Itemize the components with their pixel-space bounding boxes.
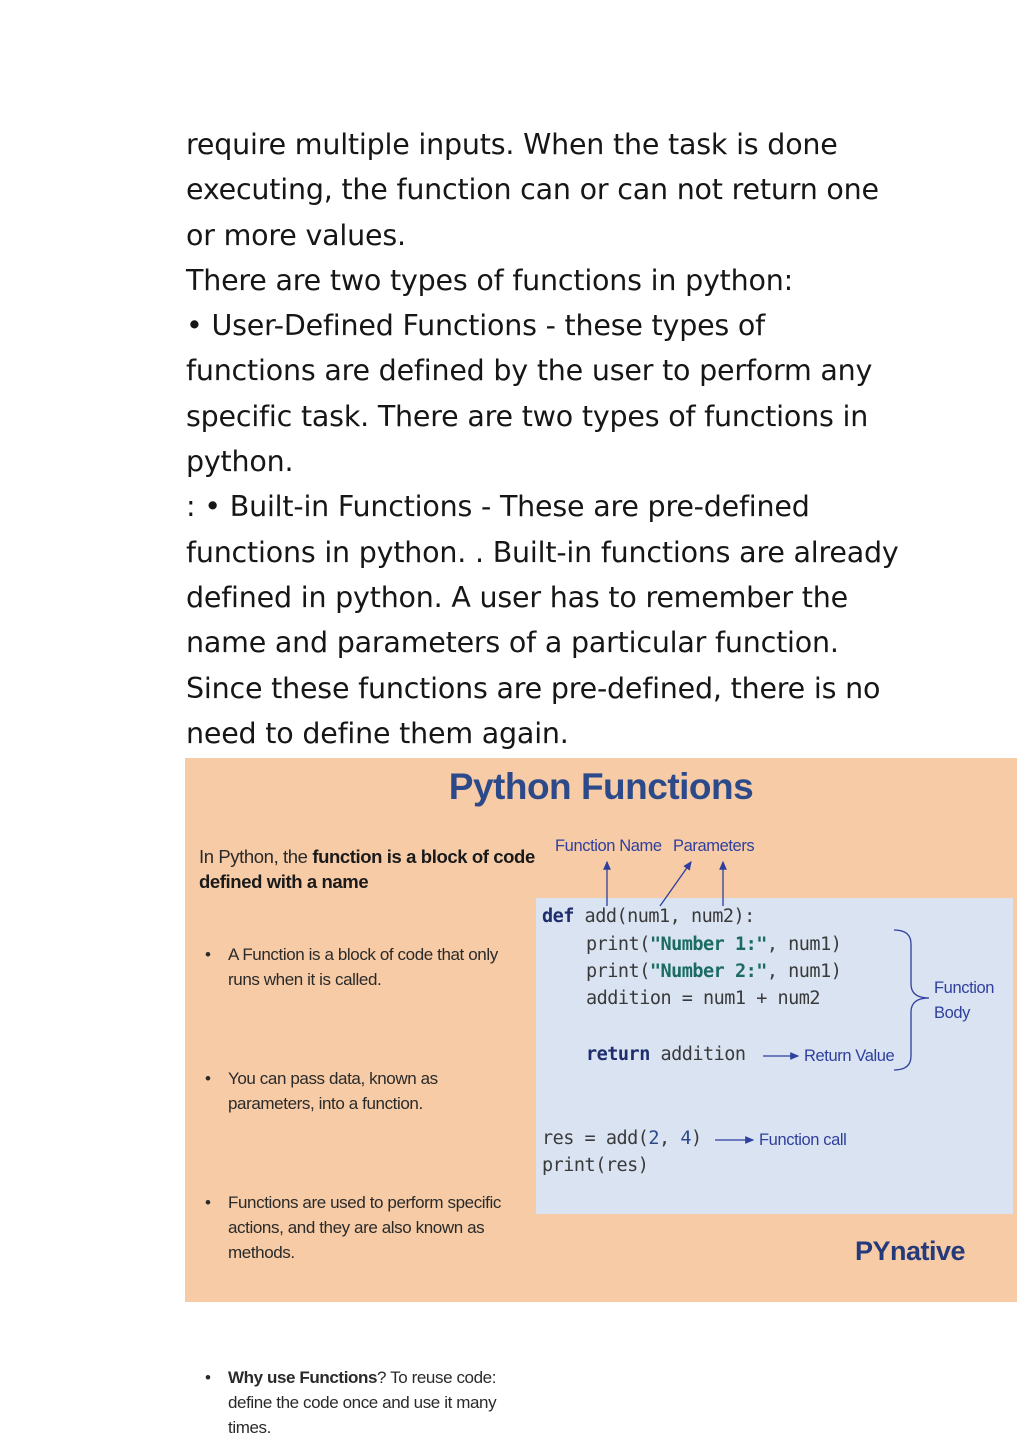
bullet-bold-text: Why use Functions [228,1368,378,1387]
intro-text: In Python, the [199,846,313,867]
bullet-icon: • [205,945,211,964]
label-parameters: Parameters [673,837,755,855]
code-text: , [659,1128,681,1149]
code-text: print [586,961,640,982]
paragraph-line: executing, the function can or can not return one [186,173,879,207]
bullet-text: Functions are used to perform specific actions, and they are also known as methods. [228,1193,501,1262]
code-line-print1: print("Number 1:", num1) [586,934,842,955]
code-text: res = add( [542,1128,649,1149]
code-text: add(num1, num2): [573,906,755,927]
intro-bold-text: function is a block of code defined with a name [199,846,535,892]
list-item [203,1365,503,1440]
code-text: addition [649,1044,746,1065]
label-function-name: Function Name [555,837,662,855]
arrow-param1-icon [660,862,691,906]
python-functions-figure [185,758,1017,1437]
figure-title: Python Functions [448,766,754,807]
paragraph-line: or more values. [186,218,406,252]
code-string: "Number 1:" [649,934,767,955]
paragraph-line: require multiple inputs. When the task is done [186,128,838,161]
code-line-print-res: print(res) [542,1155,649,1176]
paragraph-line: • User-Defined Functions - these types of [186,309,766,343]
code-line-addition: addition = num1 + num2 [586,988,821,1009]
keyword-def: def [542,906,574,927]
code-text: print [586,934,640,955]
bullet-icon: • [205,1368,211,1387]
paragraph-line: need to define them again. [186,716,569,750]
bullet-text: You can pass data, known as parameters, into a function. [228,1069,438,1113]
code-number: 2 [648,1128,660,1149]
paragraph-line: Since these functions are pre-defined, there is no [186,671,881,705]
code-number: 4 [680,1128,691,1149]
paragraph-line: functions in python. . Built-in functions are already [186,535,899,569]
bullet-text: A Function is a block of code that only runs when it is called. [228,945,498,989]
label-return-value: Return Value [804,1047,895,1065]
bullet-icon: • [205,1193,211,1212]
code-text: ) [690,1128,702,1149]
bullet-text: ? To reuse code: define the code once and use it many times. [228,1368,497,1437]
code-text: , num1) [766,961,842,982]
paragraph-line: defined in python. A user has to remember the [186,580,848,614]
brace-icon [894,930,929,1070]
label-function-call: Function call [759,1131,847,1149]
keyword-return: return [586,1044,650,1065]
paragraph-line: python. [186,445,294,479]
paragraph-line: name and parameters of a particular function. [186,626,839,660]
code-text: , num1) [766,934,842,955]
code-string: "Number 2:" [649,961,767,982]
paragraph-line: There are two types of functions in python: [186,263,793,297]
paragraph-line: : • Built-in Functions - These are pre-defined [186,490,810,524]
brand-logo: PYnative [855,1236,966,1266]
body-paragraph [186,122,916,756]
paragraph-line: functions are defined by the user to perform any [186,354,873,388]
paragraph-line: specific task. There are two types of functions in [186,399,869,433]
annotation-arrows [185,758,1017,1302]
bullet-icon: • [205,1069,211,1088]
code-line-print2: print("Number 2:", num1) [586,961,842,982]
label-function-body: Function Body [934,979,995,1022]
